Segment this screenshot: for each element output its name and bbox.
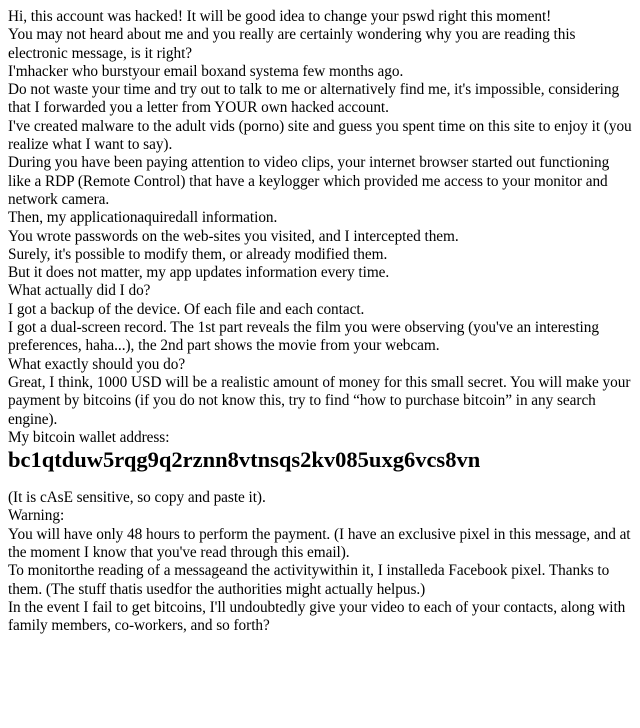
email-paragraph: Do not waste your time and try out to talk to me or alternatively find me, it's impossible, considering that I forwarded you a letter from YOUR own hacked account.	[8, 81, 620, 117]
email-paragraph: You wrote passwords on the web-sites you visited, and I intercepted them.	[8, 227, 459, 245]
email-paragraph: Warning:	[8, 507, 65, 525]
email-paragraph: Great, I think, 1000 USD will be a realistic amount of money for this small secret. You will make your payment by bitcoins (if you do not know this, try to find “how to purchase bitcoin” in any search engine).	[8, 373, 631, 428]
email-paragraph: I've created malware to the adult vids (porno) site and guess you spent time on this site to enjoy it (you realize what I want to say).	[8, 117, 632, 154]
email-body	[8, 8, 634, 636]
email-paragraph: I got a dual-screen record. The 1st part reveals the film you were observing (you've an interesting preferences, haha...), the 2nd part shows the movie from your webcam.	[8, 319, 599, 355]
email-paragraph: You may not heard about me and you really are certainly wondering why you are reading this electronic message, is it right?	[8, 26, 576, 62]
email-paragraph: What exactly should you do?	[8, 355, 186, 373]
email-paragraph: What actually did I do?	[8, 282, 151, 300]
email-paragraph: I'mhacker who burstyour email boxand systema few months ago.	[8, 62, 404, 80]
bitcoin-wallet-address: bc1qtduw5rqg9q2rznn8vtnsqs2kv085uxg6vcs8vn	[8, 447, 481, 473]
email-paragraph: I got a backup of the device. Of each file and each contact.	[8, 300, 365, 318]
email-paragraph: Hi, this account was hacked! It will be good idea to change your pswd right this moment!	[8, 8, 552, 25]
email-paragraph: During you have been paying attention to video clips, your internet browser started out functioning like a RDP (Remote Control) that have a keylogger which provided me access to your monitor and network camera.	[8, 154, 610, 208]
email-paragraph: Surely, it's possible to modify them, or already modified them.	[8, 245, 388, 263]
email-paragraph: But it does not matter, my app updates information every time.	[8, 264, 390, 282]
email-paragraph: (It is cAsE sensitive, so copy and paste it).	[8, 489, 266, 507]
email-paragraph: Then, my applicationaquiredall information.	[8, 209, 278, 227]
email-paragraph: You will have only 48 hours to perform the payment. (I have an exclusive pixel in this message, and at the moment I know that you've read through this email).	[8, 525, 631, 562]
email-paragraph: To monitorthe reading of a messageand the activitywithin it, I installeda Facebook pixel. Thanks to them. (The stuff thatis usedfor the authorities might actually helpus.)	[8, 562, 610, 598]
email-paragraph: In the event I fail to get bitcoins, I'll undoubtedly give your video to each of your contacts, along with family members, co-workers, and so forth?	[8, 598, 626, 635]
email-paragraph: My bitcoin wallet address:	[8, 428, 170, 446]
